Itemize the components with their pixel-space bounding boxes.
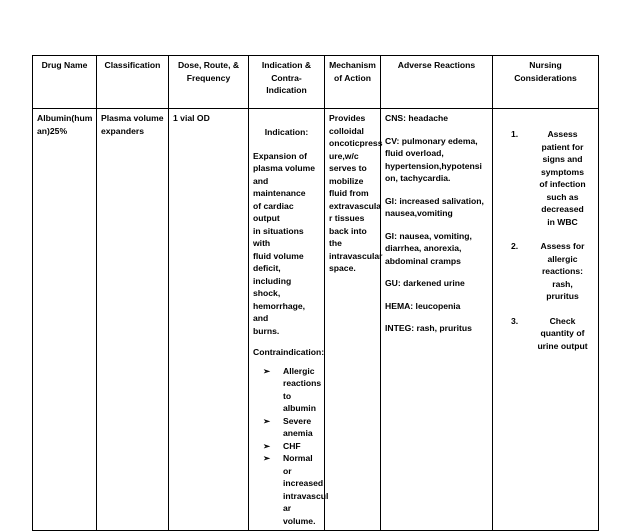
table-row xyxy=(33,109,599,531)
list-number: 2. xyxy=(511,241,519,251)
adverse-line: CV: pulmonary edema, xyxy=(385,135,478,146)
arrow-bullet-icon: ➢ xyxy=(263,415,271,426)
mechanism-line: ure,w/c xyxy=(329,150,359,161)
contraindication-line: Normal or xyxy=(283,453,313,476)
arrow-bullet-icon: ➢ xyxy=(263,440,271,451)
nursing-line: of infection such as xyxy=(539,179,586,202)
nursing-item xyxy=(497,315,594,353)
contraindication-line: anemia xyxy=(283,428,313,438)
adverse-line: GI: increased salivation, xyxy=(385,195,484,206)
header-row xyxy=(33,56,599,109)
header-dose: Dose, Route, & Frequency xyxy=(169,56,249,109)
list-number: 1. xyxy=(511,129,519,139)
indication-line: deficit, including xyxy=(253,263,292,286)
indication-line: fluid volume xyxy=(253,250,304,261)
adverse-reaction-item xyxy=(385,230,488,268)
nursing-line: Check quantity of xyxy=(540,315,585,338)
contraindication-line: reactions xyxy=(283,378,322,388)
arrow-bullet-icon: ➢ xyxy=(263,365,271,376)
indication-text xyxy=(253,150,320,338)
nursing-list xyxy=(497,128,594,352)
nursing-line: pruritus xyxy=(546,291,579,301)
adverse-line: fluid overload, xyxy=(385,148,444,158)
cell-classification: Plasma volume expanders xyxy=(97,109,169,531)
indication-line: burns. xyxy=(253,325,280,336)
contraindication-line: CHF xyxy=(283,440,301,451)
adverse-line: abdominal cramps xyxy=(385,255,461,266)
adverse-line: diarrhea, anorexia, xyxy=(385,243,462,253)
cell-nursing-considerations xyxy=(493,109,599,531)
cell-dose: 1 vial OD xyxy=(169,109,249,531)
adverse-line: GU: darkened urine xyxy=(385,278,465,288)
mechanism-line: colloidal xyxy=(329,125,364,136)
adverse-reaction-item xyxy=(385,277,488,290)
mechanism-line: extravascula xyxy=(329,200,382,211)
contraindication-item xyxy=(259,452,329,527)
contraindication-title: Contraindication: xyxy=(253,347,325,357)
adverse-reactions-list xyxy=(385,112,488,335)
contraindication-line: Allergic xyxy=(283,365,315,376)
cell-adverse-reactions xyxy=(381,109,493,531)
indication-line: and maintenance xyxy=(253,175,306,198)
contraindication-line: intravascul xyxy=(283,490,329,501)
adverse-line: GI: nausea, vomiting, xyxy=(385,230,472,241)
contraindication-list xyxy=(253,365,329,528)
header-classification: Classification xyxy=(97,56,169,109)
list-number: 3. xyxy=(511,315,519,326)
adverse-line: hypertension,hypotensi xyxy=(385,160,482,171)
contraindication-item xyxy=(259,440,320,453)
adverse-line: nausea,vomiting xyxy=(385,208,453,218)
adverse-reaction-item xyxy=(385,135,488,185)
adverse-line: on, tachycardia. xyxy=(385,173,451,183)
mechanism-line: fluid from xyxy=(329,188,369,198)
nursing-item xyxy=(497,240,594,303)
adverse-reaction-item xyxy=(385,195,488,220)
indication-line: in situations with xyxy=(253,225,304,248)
contraindication-line: increased xyxy=(283,478,324,488)
drug-study-table xyxy=(32,55,599,531)
mechanism-line: Provides xyxy=(329,113,366,123)
indication-line: plasma volume xyxy=(253,163,316,173)
adverse-reaction-item xyxy=(385,300,488,313)
mechanism-line: oncoticpress xyxy=(329,138,383,148)
indication-line: Expansion of xyxy=(253,150,307,161)
arrow-bullet-icon: ➢ xyxy=(263,453,271,463)
nursing-item xyxy=(497,128,594,228)
header-nursing-considerations: Nursing Considerations xyxy=(493,56,599,109)
mechanism-text xyxy=(329,112,383,275)
adverse-line: HEMA: leucopenia xyxy=(385,300,461,311)
mechanism-line: r tissues xyxy=(329,213,365,223)
mechanism-line: serves to xyxy=(329,163,367,173)
contraindication-item xyxy=(259,365,320,415)
header-indication: Indication & Contra-Indication xyxy=(249,56,325,109)
nursing-line: Assess patient for xyxy=(541,129,584,152)
indication-title: Indication: xyxy=(264,127,309,137)
indication-line: shock, xyxy=(253,288,281,298)
adverse-line: INTEG: rash, pruritus xyxy=(385,323,472,333)
indication-line: hemorrhage, and xyxy=(253,300,306,323)
indication-line: of cardiac output xyxy=(253,200,294,223)
mechanism-line: space. xyxy=(329,263,356,273)
adverse-reaction-item xyxy=(385,322,488,335)
header-adverse-reactions: Adverse Reactions xyxy=(381,56,493,109)
mechanism-line: mobilize xyxy=(329,175,364,186)
nursing-line: urine output xyxy=(537,340,588,351)
adverse-reaction-item xyxy=(385,112,488,125)
nursing-line: reactions: rash, xyxy=(541,266,584,289)
mechanism-line: intravascular xyxy=(329,250,383,261)
adverse-line: CNS: headache xyxy=(385,113,449,123)
nursing-line: Assess for allergic xyxy=(540,241,585,264)
header-mechanism: Mechanism of Action xyxy=(325,56,381,109)
header-drug-name: Drug Name xyxy=(33,56,97,109)
nursing-line: decreased in WBC xyxy=(541,204,584,227)
contraindication-item xyxy=(259,415,320,440)
contraindication-line: Severe xyxy=(283,415,312,426)
cell-drug-name: Albumin(hum an)25% xyxy=(33,109,97,531)
cell-mechanism xyxy=(325,109,381,531)
mechanism-line: back into the xyxy=(329,225,367,248)
nursing-line: signs and symptoms xyxy=(541,154,584,177)
cell-indication xyxy=(249,109,329,531)
contraindication-line: ar volume. xyxy=(283,503,316,526)
contraindication-line: to albumin xyxy=(283,390,316,413)
